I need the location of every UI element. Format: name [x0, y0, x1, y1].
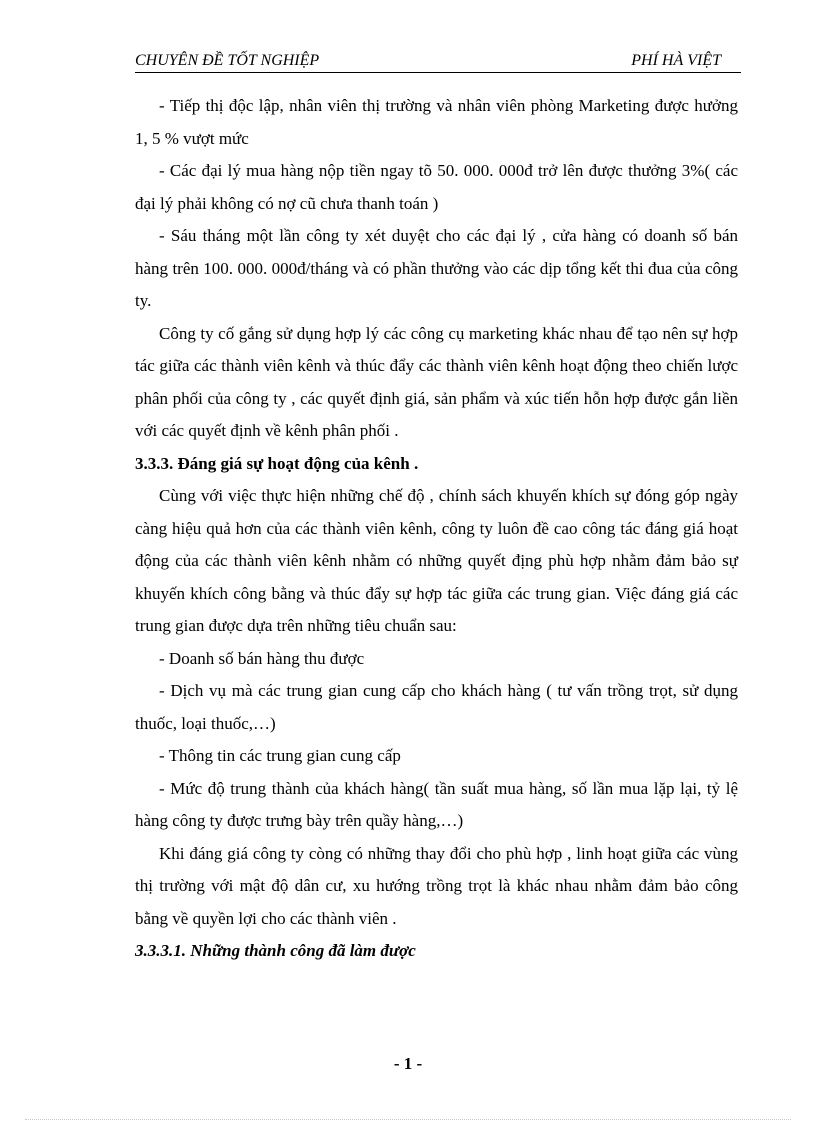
page-bottom-divider [25, 1119, 791, 1120]
bullet-paragraph: - Tiếp thị độc lập, nhân viên thị trường và nhân viên phòng Marketing được hưởng 1, 5 % vượt mức [135, 96, 738, 148]
page-header [135, 50, 741, 73]
page-body [135, 90, 738, 968]
bullet-paragraph: - Dịch vụ mà các trung gian cung cấp cho khách hàng ( tư vấn trồng trọt, sử dụng thuốc, loại thuốc,…) [135, 681, 738, 733]
body-paragraph: Cùng với việc thực hiện những chế độ , chính sách khuyến khích sự đóng góp ngày càng hiệu quả hơn của các thành viên kênh, công ty luôn đề cao công tác đáng giá hoạt động của các thành viên kênh nhằm có những quyết địng phù hợp nhằm đảm bảo sự khuyến khích công bằng và thúc đẩy sự hợp tác giữa các trung gian. Việc đáng giá các trung gian được dựa trên những tiêu chuẩn sau: [135, 486, 738, 635]
subsection-heading: 3.3.3.1. Những thành công đã làm được [135, 941, 416, 960]
header-document-title: CHUYÊN ĐỀ TỐT NGHIỆP [135, 52, 320, 69]
bullet-paragraph: - Sáu tháng một lần công ty xét duyệt cho các đại lý , cửa hàng có doanh số bán hàng trên 100. 000. 000đ/tháng và có phần thưởng vào các dịp tổng kết thi đua của công ty. [135, 226, 738, 310]
bullet-paragraph: - Mức độ trung thành của khách hàng( tần suất mua hàng, số lần mua lặp lại, tỷ lệ hàng công ty được trưng bày trên quầy hàng,…) [135, 778, 738, 830]
body-paragraph: Công ty cố gắng sử dụng hợp lý các công cụ marketing khác nhau để tạo nên sự hợp tác giữa các thành viên kênh và thúc đẩy các thành viên kênh hoạt động theo chiến lược phân phối của công ty , các quyết định giá, sản phẩm và xúc tiến hỗn hợp được gắn liền với các quyết định về kênh phân phối . [135, 323, 738, 440]
bullet-paragraph: - Thông tin các trung gian cung cấp [159, 746, 401, 765]
bullet-paragraph: - Doanh số bán hàng thu được [159, 648, 365, 668]
bullet-paragraph: - Các đại lý mua hàng nộp tiền ngay tõ 50. 000. 000đ trở lên được thưởng 3%( các đại lý phải không có nợ cũ chưa thanh toán ) [135, 161, 738, 213]
page-number: - 1 - [393, 1054, 423, 1073]
header-author-name: PHÍ HÀ VIỆT [631, 52, 721, 69]
body-paragraph: Khi đáng giá công ty còng có những thay đổi cho phù hợp , linh hoạt giữa các vùng thị trường với mật độ dân cư, xu hướng trồng trọt là khác nhau nhằm đảm bảo công bằng về quyền lợi cho các thành viên . [135, 843, 738, 928]
section-heading: 3.3.3. Đáng giá sự hoạt động của kênh . [135, 453, 419, 473]
